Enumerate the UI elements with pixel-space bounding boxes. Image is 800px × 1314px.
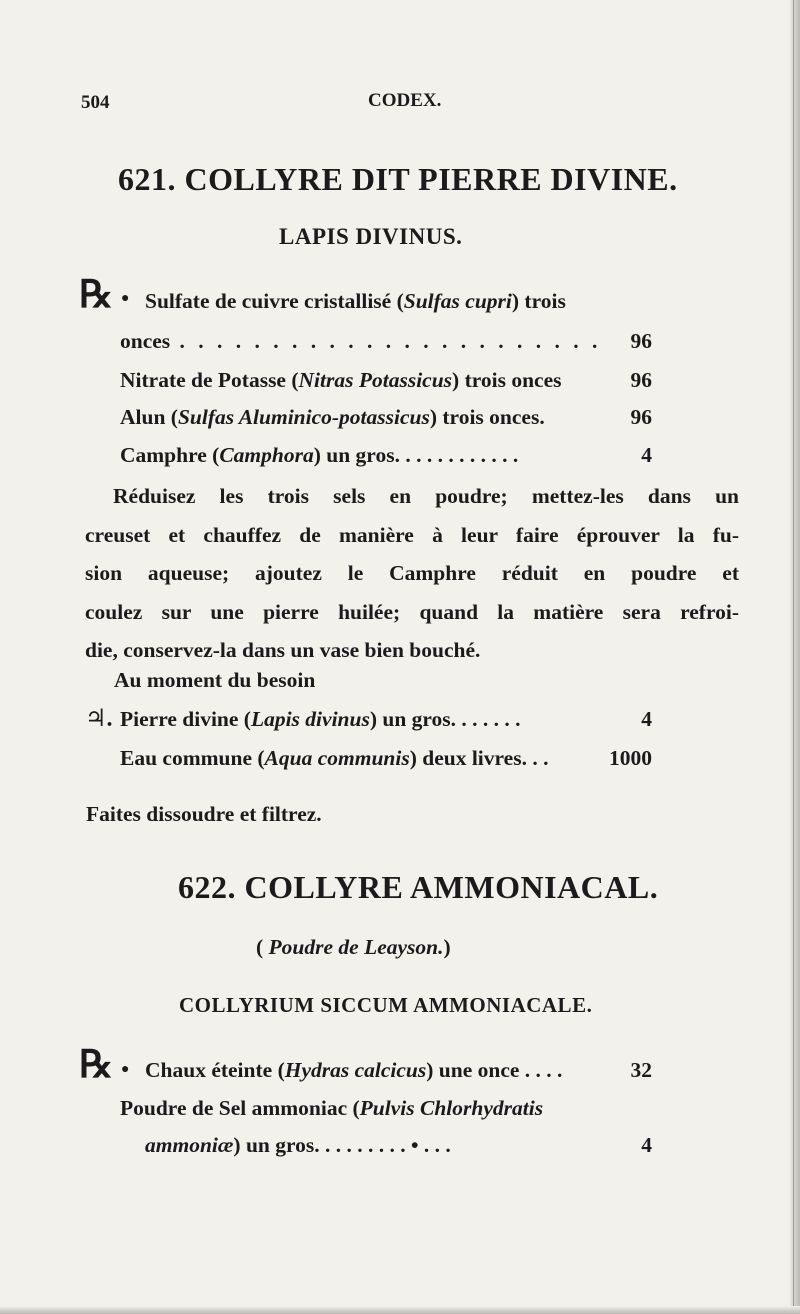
page-edge-line bbox=[793, 0, 794, 1314]
ingredient-line-5: Camphre (Camphora) un gros. . . . . . . . . . . . 4 bbox=[120, 443, 652, 467]
section-title-621: 621. COLLYRE DIT PIERRE DIVINE. bbox=[118, 161, 678, 197]
latin-name-lapis-divinus: LAPIS DIVINUS. bbox=[279, 224, 463, 249]
bullet-dot: ● bbox=[121, 291, 130, 306]
usage-line-2: Eau commune (Aqua communis) deux livres. . . 1000 bbox=[120, 746, 652, 770]
page-number: 504 bbox=[81, 92, 110, 113]
ingredient-line-4: Alun (Sulfas Aluminico-potassicus) trois onces. 96 bbox=[120, 405, 652, 429]
latin-name-collyrium: COLLYRIUM SICCUM AMMONIACALE. bbox=[179, 993, 593, 1017]
section-title-622: 622. COLLYRE AMMONIACAL. bbox=[178, 869, 659, 905]
recipe-symbol-rx-2: ℞ bbox=[79, 1044, 114, 1086]
page-bottom-shadow bbox=[0, 1306, 800, 1314]
running-title: CODEX. bbox=[368, 90, 442, 111]
alt-name: ( Poudre de Leayson.) bbox=[256, 935, 451, 959]
bullet-dot-2: ● bbox=[121, 1062, 130, 1077]
ingredient-line-8: ammoniæ) un gros. . . . . . . . . • . . . 4 bbox=[145, 1133, 652, 1157]
ingredient-line-1: Sulfate de cuivre cristallisé (Sulfas cupri) trois bbox=[145, 289, 566, 313]
ingredient-line-7: Poudre de Sel ammoniac (Pulvis Chlorhydratis bbox=[120, 1096, 544, 1120]
usage-intro: Au moment du besoin bbox=[114, 668, 316, 692]
ingredient-line-6: Chaux éteinte (Hydras calcicus) une once . . . . 32 bbox=[145, 1058, 652, 1082]
recipe-symbol-rx: ℞ bbox=[79, 274, 114, 316]
ingredient-line-3: Nitrate de Potasse (Nitras Potassicus) trois onces 96 bbox=[120, 368, 652, 392]
usage-line-1: Pierre divine (Lapis divinus) un gros. . . . . . . 4 bbox=[120, 707, 652, 731]
jupiter-symbol: ♃. bbox=[85, 706, 113, 732]
instructions-paragraph: Réduisez les trois sels en poudre; mettez-les dans un creuset et chauffez de manière à leur faire éprouver la fu- sion aqueuse; ajoutez le Camphre réduit en poudre et coulez sur une pierre huilée; quand la matière sera refroi- die, conservez-la dans un vase bien bouché. bbox=[85, 484, 739, 662]
closing-instruction: Faites dissoudre et filtrez. bbox=[86, 802, 322, 826]
page-edge bbox=[790, 0, 800, 1314]
ingredient-line-2: onces . . . . . . . . . . . . . . . . . . . . . . . 96 bbox=[120, 329, 652, 353]
